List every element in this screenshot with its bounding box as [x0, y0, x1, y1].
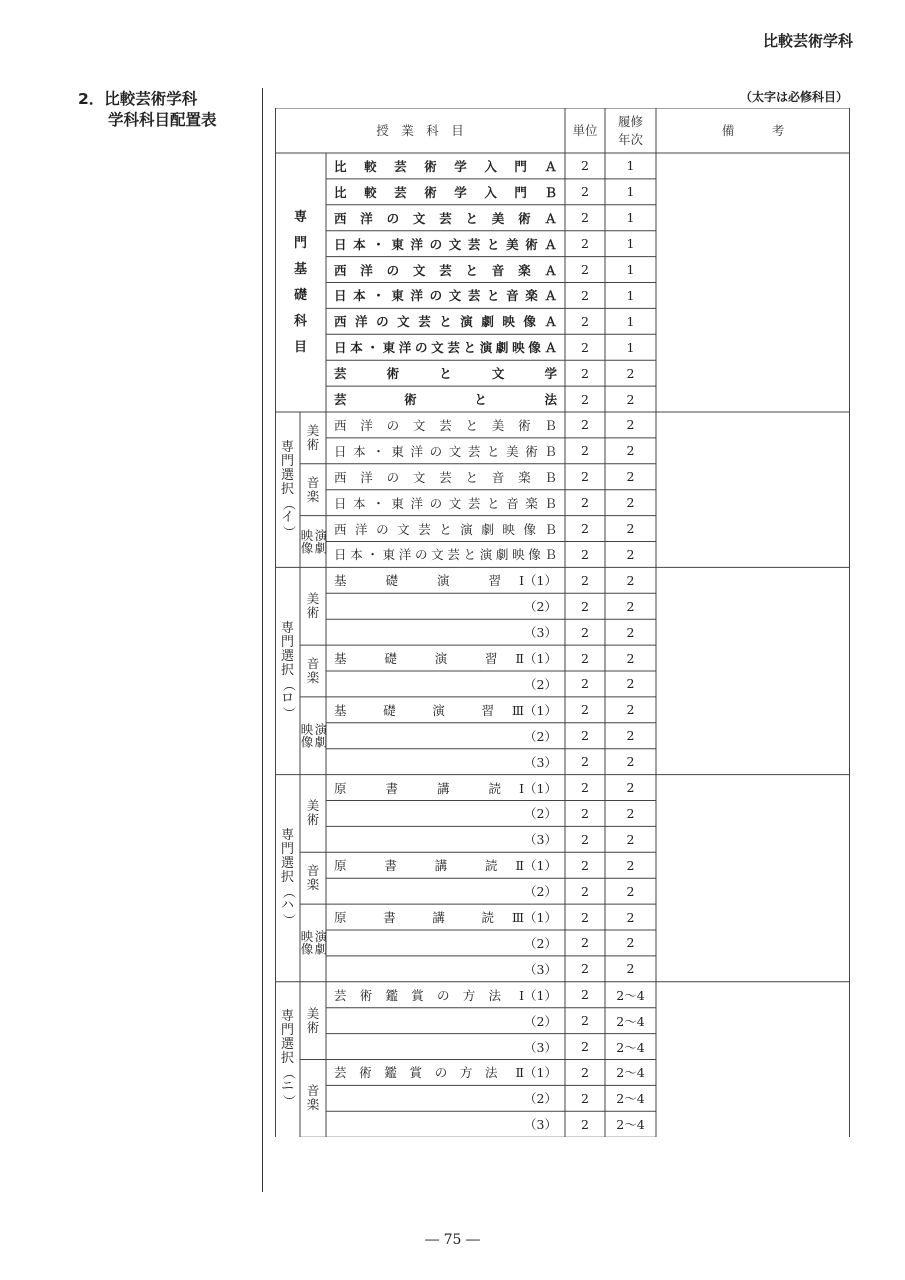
- unit-value: 2: [581, 624, 589, 640]
- subject-title: 日 本 ・ 東 洋 の 文 芸 と 演 劇 映 像 Ｂ: [334, 547, 557, 563]
- year-value: 2: [626, 780, 635, 796]
- subject-title: 芸 術 鑑 賞 の 方 法: [334, 1065, 498, 1081]
- subcategory-label: 音 楽: [306, 1083, 320, 1113]
- year-value: 2: [626, 521, 635, 537]
- unit-value: 2: [581, 650, 589, 666]
- year-value: 1: [626, 287, 635, 303]
- year-value: 1: [626, 158, 635, 174]
- unit-value: 2: [581, 598, 589, 614]
- year-value: 2: [626, 857, 635, 873]
- subject-name: [326, 1111, 565, 1137]
- subject-title: 基 礎 演 習: [334, 573, 502, 589]
- subject-name: [326, 878, 565, 904]
- subject-name: [326, 930, 565, 956]
- unit-value: 2: [581, 313, 589, 329]
- subject-name: [326, 593, 565, 619]
- unit-value: 2: [581, 417, 589, 433]
- year-value: 2: [626, 805, 635, 821]
- subject-number: （2）: [524, 1013, 557, 1029]
- year-value: 2: [626, 443, 635, 459]
- year-value: 2: [626, 702, 635, 718]
- subject-number: Ⅱ（1）: [515, 1065, 557, 1081]
- unit-value: 2: [581, 1013, 589, 1029]
- section-heading-line1: 2．比較芸術学科: [78, 90, 198, 108]
- subject-number: （2）: [524, 676, 557, 692]
- year-value: 2: [626, 676, 635, 692]
- subject-name: [326, 982, 565, 1008]
- unit-value: 2: [581, 987, 589, 1003]
- subject-name: [326, 671, 565, 697]
- subject-title: 西 洋 の 文 芸 と 美 術 Ｂ: [334, 417, 557, 433]
- subcategory-label: 映像 演劇: [299, 930, 328, 956]
- subject-name: [326, 490, 565, 516]
- year-value: 1: [626, 313, 635, 329]
- unit-value: 2: [581, 262, 589, 278]
- subject-name: [326, 1034, 565, 1060]
- year-value: 1: [626, 184, 635, 200]
- category-label: 専 門 選 択 （ ハ ）: [280, 828, 296, 927]
- year-value: 2: [626, 935, 635, 951]
- subject-name: [326, 412, 565, 438]
- unit-value: 2: [581, 495, 589, 511]
- unit-value: 2: [581, 676, 589, 692]
- page-number: ― 75 ―: [425, 1232, 480, 1248]
- department-title: 比較芸術学科: [762, 32, 853, 50]
- subject-title: 芸 術 鑑 賞 の 方 法: [334, 987, 502, 1003]
- year-value: 2: [626, 572, 635, 588]
- subject-name: [326, 1060, 565, 1086]
- unit-value: 2: [581, 935, 589, 951]
- year-value: 2〜4: [616, 1117, 645, 1133]
- unit-value: 2: [581, 728, 589, 744]
- subject-title: 原 書 講 読: [334, 910, 494, 926]
- subject-name: 芸 術 と 法: [334, 392, 557, 408]
- year-value: 2: [626, 391, 635, 407]
- subject-name: [326, 516, 565, 542]
- unit-value: 2: [581, 1090, 589, 1106]
- unit-value: 2: [581, 572, 589, 588]
- subject-name: [326, 904, 565, 930]
- subject-name: [326, 749, 565, 775]
- subject-number: （3）: [524, 832, 557, 848]
- year-value: 2: [626, 831, 635, 847]
- subcategory-label: 美 術: [306, 1005, 320, 1035]
- subject-title: 基 礎 演 習: [334, 651, 498, 667]
- subject-name: 西 洋 の 文 芸 と 音 楽 Ａ: [334, 262, 557, 278]
- unit-value: 2: [581, 780, 589, 796]
- subject-title: 日 本 ・ 東 洋 の 文 芸 と 美 術 Ｂ: [334, 443, 557, 459]
- subject-number: （3）: [524, 961, 557, 977]
- unit-value: 2: [581, 754, 589, 770]
- subject-number: Ⅱ（1）: [515, 858, 557, 874]
- year-value: 2: [626, 909, 635, 925]
- year-value: 2: [626, 598, 635, 614]
- unit-value: 2: [581, 287, 589, 303]
- year-value: 2: [626, 495, 635, 511]
- year-value: 2: [626, 961, 635, 977]
- subject-number: Ⅲ（1）: [511, 702, 557, 718]
- unit-value: 2: [581, 961, 589, 977]
- subject-name: [326, 697, 565, 723]
- year-value: 2〜4: [616, 1065, 645, 1081]
- category-label: 専 門 選 択 （ ロ ）: [280, 620, 296, 720]
- subject-name: 日 本 ・ 東 洋 の 文 芸 と 音 楽 Ａ: [334, 288, 557, 304]
- subcategory-label: 美 術: [306, 591, 320, 621]
- unit-value: 2: [581, 857, 589, 873]
- subject-name: [326, 801, 565, 827]
- year-value: 2: [626, 728, 635, 744]
- unit-value: 2: [581, 1064, 589, 1080]
- subject-name: 比 較 芸 術 学 入 門 Ｂ: [334, 184, 557, 200]
- unit-value: 2: [581, 909, 589, 925]
- unit-value: 2: [581, 805, 589, 821]
- subject-number: （2）: [524, 884, 557, 900]
- unit-value: 2: [581, 469, 589, 485]
- year-value: 1: [626, 210, 635, 226]
- year-value: 2: [626, 469, 635, 485]
- year-value: 2: [626, 754, 635, 770]
- unit-value: 2: [581, 443, 589, 459]
- subject-title: 西 洋 の 文 芸 と 音 楽 Ｂ: [334, 469, 557, 485]
- subject-number: （2）: [524, 728, 557, 744]
- subject-title: 原 書 講 読: [334, 780, 502, 796]
- unit-value: 2: [581, 184, 589, 200]
- year-value: 2: [626, 546, 635, 562]
- subject-number: Ⅱ（1）: [515, 651, 557, 667]
- unit-value: 2: [581, 391, 589, 407]
- subject-name: 西 洋 の 文 芸 と 美 術 Ａ: [334, 210, 557, 226]
- unit-value: 2: [581, 521, 589, 537]
- subcategory-label: 音 楽: [306, 863, 320, 893]
- unit-value: 2: [581, 702, 589, 718]
- unit-value: 2: [581, 1039, 589, 1055]
- subcategory-label: 映像 演劇: [299, 723, 328, 749]
- subject-name: [326, 645, 565, 671]
- subject-name: [326, 619, 565, 645]
- subject-name: [326, 956, 565, 982]
- category-label: 専 門 選 択 （ イ ）: [280, 439, 296, 539]
- subject-number: （3）: [524, 754, 557, 770]
- year-value: 2〜4: [616, 1013, 645, 1029]
- year-value: 1: [626, 339, 635, 355]
- unit-value: 2: [581, 831, 589, 847]
- subject-name: [326, 775, 565, 801]
- subject-title: 西 洋 の 文 芸 と 演 劇 映 像 Ｂ: [334, 521, 557, 537]
- subject-title: 基 礎 演 習: [334, 702, 494, 718]
- subject-number: Ⅰ（1）: [519, 780, 557, 796]
- subject-number: Ⅲ（1）: [511, 910, 557, 926]
- subject-name: 比 較 芸 術 学 入 門 Ａ: [334, 158, 557, 174]
- section-heading-line2: 学科科目配置表: [108, 111, 217, 129]
- subject-name: [326, 438, 565, 464]
- subject-number: （2）: [524, 935, 557, 951]
- unit-value: 2: [581, 210, 589, 226]
- year-value: 2〜4: [616, 987, 645, 1003]
- subject-name: [326, 464, 565, 490]
- subcategory-label: 美 術: [306, 422, 320, 452]
- unit-value: 2: [581, 365, 589, 381]
- unit-value: 2: [581, 1116, 589, 1132]
- subject-name: [326, 567, 565, 593]
- unit-value: 2: [581, 546, 589, 562]
- subject-number: Ⅰ（1）: [519, 987, 557, 1003]
- subject-number: （3）: [524, 1039, 557, 1055]
- subcategory-label: 音 楽: [306, 474, 320, 504]
- subject-number: （2）: [524, 806, 557, 822]
- year-value: 2〜4: [616, 1091, 645, 1107]
- year-value: 2: [626, 624, 635, 640]
- subject-number: （3）: [524, 1117, 557, 1133]
- year-value: 2: [626, 883, 635, 899]
- subcategory-label: 美 術: [306, 798, 320, 828]
- unit-value: 2: [581, 883, 589, 899]
- subject-number: Ⅰ（1）: [519, 573, 557, 589]
- unit-value: 2: [581, 339, 589, 355]
- required-note: （太字は必修科目）: [739, 90, 848, 104]
- year-value: 2: [626, 650, 635, 666]
- subject-number: （2）: [524, 1091, 557, 1107]
- year-value: 1: [626, 236, 635, 252]
- subject-number: （3）: [524, 625, 557, 641]
- header-year: 履修年次: [617, 113, 643, 147]
- subject-title: 原 書 講 読: [334, 858, 498, 874]
- subject-name: [326, 826, 565, 852]
- course-table: [275, 108, 850, 1137]
- category-label: 専 門 基 礎 科 目: [293, 209, 307, 355]
- section-heading: [78, 89, 217, 131]
- header-unit: 単位: [572, 122, 598, 138]
- year-value: 1: [626, 262, 635, 278]
- subject-name: 日 本 ・ 東 洋 の 文 芸 と 美 術 Ａ: [334, 236, 557, 252]
- year-value: 2: [626, 417, 635, 433]
- unit-value: 2: [581, 236, 589, 252]
- category-label: 専 門 選 択 （ ニ ）: [280, 1009, 296, 1108]
- subject-number: （2）: [524, 599, 557, 615]
- subject-name: 芸 術 と 文 学: [334, 366, 557, 382]
- year-value: 2: [626, 365, 635, 381]
- subcategory-label: 映像 演劇: [299, 528, 328, 554]
- subject-name: [326, 852, 565, 878]
- subject-name: [326, 723, 565, 749]
- unit-value: 2: [581, 158, 589, 174]
- header-remarks: 備 考: [721, 122, 785, 138]
- subject-name: 西 洋 の 文 芸 と 演 劇 映 像 Ａ: [334, 314, 557, 330]
- subject-name: [326, 1085, 565, 1111]
- subject-name: [326, 1008, 565, 1034]
- subject-title: 日 本 ・ 東 洋 の 文 芸 と 音 楽 Ｂ: [334, 495, 557, 511]
- divider-line: [262, 88, 263, 1192]
- header-subject: 授 業 科 目: [376, 122, 464, 138]
- subject-name: 日 本 ・ 東 洋 の 文 芸 と 演 劇 映 像 Ａ: [334, 340, 557, 356]
- subcategory-label: 音 楽: [306, 655, 320, 685]
- year-value: 2〜4: [616, 1039, 645, 1055]
- subject-name: [326, 542, 565, 568]
